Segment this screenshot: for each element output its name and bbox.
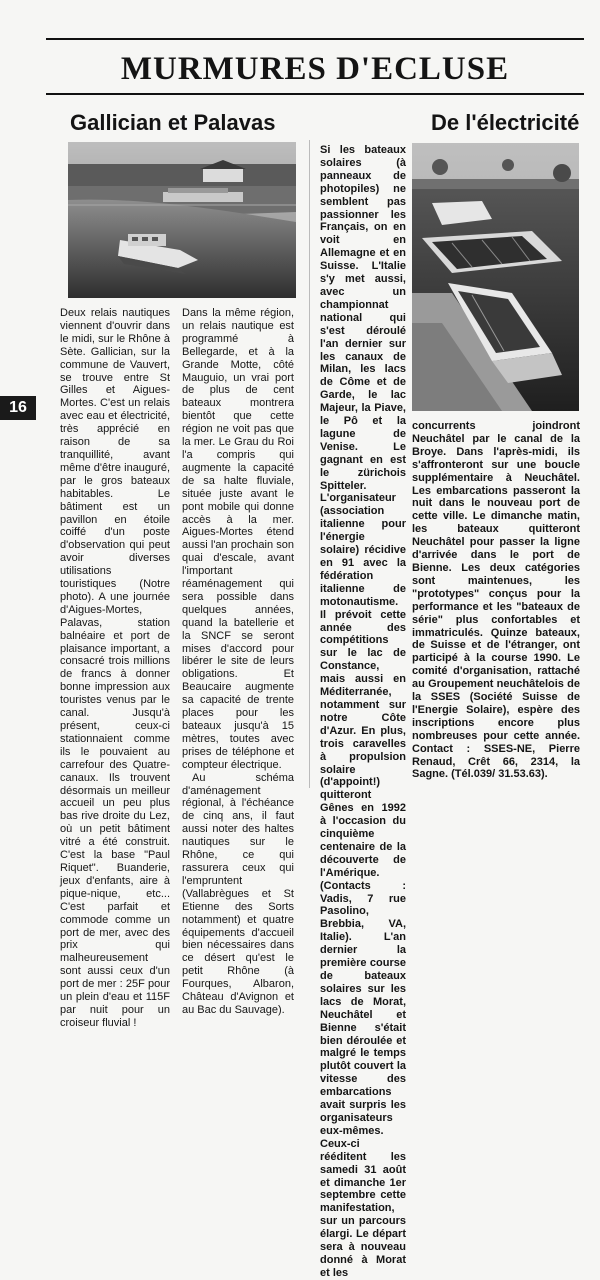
top-rule: [46, 38, 584, 40]
article1-column2-para1: Dans la même région, un relais nautique est programmé à Bellegarde, et à la Grande Motte, côté Mauguio, un vrai port de plus de cent bateaux montrera bientôt que cette région ne voit pas que la mer. Le Grau du Roi l'a compris qui augmente la capacité de sa halte fluviale, située juste avant le pont mobile qui donne accès à la mer. Aigues-Mortes étend aussi l'an prochain son quai d'escale, avant l'important réaménagement qui sera possible dans quelques années, quand la batellerie et la SNCF se seront mises d'accord pour libérer le site de leurs obligations. Et Beaucaire augmente sa capacité de trente places pour les bateaux jusqu'à 15 mètres, toutes avec prises de téléphone et compteur électrique.: [182, 307, 294, 771]
article2-column4: [412, 420, 580, 790]
column-divider: [309, 140, 310, 788]
article2-column3-text: Si les bateaux solaires (à panneaux de photopiles) ne semblent pas passionner les Français, on en voit en Allemagne et en Suisse. L'Italie s'y met aussi, avec un championnat national qui s'est déroulé l'an dernier sur les canaux de Milan, les lacs de Côme et de Garde, le lac Majeur, la Piave, le Pô et la lagune de Venise. Le gagnant en est le zürichois Spitteler. L'organisateur (association italienne pour l'énergie solaire) récidive en 91 avec la fédération italienne de motonautisme. Il prévoit cette année des compétitions sur le lac de Constance, mais aussi en Méditerranée, notamment sur notre Côte d'Azur. En plus, trois caravelles à propulsion solaire (d'appoint!) quitteront Gênes en 1992 à l'occasion du cinquième centenaire de la découverte de l'Amérique. (Contacts : Vadis, 7 rue Pasolino, Brebbia, VA, Italie). L'an dernier la première course de bateaux solaires sur les lacs de Morat, Neuchâtel et Bienne s'était bien déroulée et malgré le temps plutôt couvert la vitesse des embarcations avait surpris les organisateurs eux-mêmes. Ceux-ci rééditent les samedi 31 août et dimanche 1er septembre cette manifestation, sur un parcours élargi. Le départ sera à nouveau donné à Morat et les: [320, 144, 406, 1279]
photo-bateaux-solaires-image: [412, 143, 579, 411]
headline-electricite: De l'électricité: [431, 110, 580, 135]
masthead: MURMURES D'ECLUSE: [120, 51, 510, 87]
article2-column4-text: concurrents joindront Neuchâtel par le canal de la Broye. Dans l'après-midi, ils s'affronteront sur une boucle supplémentaire à Neuchâtel. Les embarcations passeront la nuit dans le nouveau port de cette ville. Le dimanche matin, les bateaux quitteront Neuchâtel pour passer la ligne d'arrivée dans le port de Bienne. Les deux catégories sont maintenues, les "prototypes" conçus pour la performance et les "bateaux de série" plus confortables et immatriculés. Quinze bateaux, de Suisse et de l'étranger, ont participé à la course 1990. Le comité d'organisation, rattaché au Groupement neuchâtelois de la SSES (Société Suisse de l'Energie Solaire), espère des inscriptions encore plus nombreuses pour cette année. Contact : SSES-NE, Pierre Renaud, Crêt 66, 2314, la Sagne. (Tél.039/ 31.53.63).: [412, 420, 580, 781]
photo-bateaux-solaires: [412, 143, 579, 411]
bottom-rule: [46, 93, 584, 95]
photo-relais-nautique-image: [68, 142, 296, 298]
article1-column2: [182, 307, 294, 1016]
page-number: 16: [0, 396, 36, 420]
article1-column1-text: Deux relais nautiques viennent d'ouvrir dans le midi, sur le Rhône à Sète. Gallician, sur la commune de Vauvert, se trouve entre St Gilles et Aigues-Mortes. C'est un relais avec eau et électricité, très apprécié en raison de sa tranquillité, avant même d'être inauguré, par le gros bateaux habitables. Le bâtiment est un pavillon en étoile coiffé d'un poste d'observation qui peut avoir diverses utilisations touristiques (Notre photo). A une journée d'Aigues-Mortes, Palavas, station balnéaire et port de plaisance important, a consacré trois millions de francs à donner bonne impression aux touristes venus par le canal. Jusqu'à présent, ceux-ci stationnaient comme ils le pouvaient au carrefour des Quatre-canaux. Ils trouvent désormais un meilleur accueil un peu plus bas rive droite du Lez, où un petit bâtiment vitré a été construit. C'est la base "Paul Riquet". Buanderie, jeux d'enfants, aire à pique-nique, etc... C'est parfait et commode comme un port de mer, avec des prix qui malheureusement sont aussi ceux d'un port de mer : 25F pour un plein d'eau et 115F par nuit pour un croiseur fluvial !: [60, 307, 170, 1029]
article1-column2-para2: Au schéma d'aménagement régional, à l'échéance de cinq ans, il faut aussi noter des haltes nautiques sur le Rhône, ce qui rassurera ceux qui l'empruntent (Vallabrègues et St Etienne des Sorts notamment) et quatre équipements d'accueil bien nécessaires dans ce désert qu'est le petit Rhône (à Fourques, Albaron, Château d'Avignon et au Bac du Sauvage).: [182, 771, 294, 1016]
article2-column3: [320, 144, 406, 1279]
headline-gallician: Gallician et Palavas: [70, 110, 276, 135]
photo-relais-nautique: [68, 142, 296, 298]
article1-column1: [60, 307, 170, 1029]
